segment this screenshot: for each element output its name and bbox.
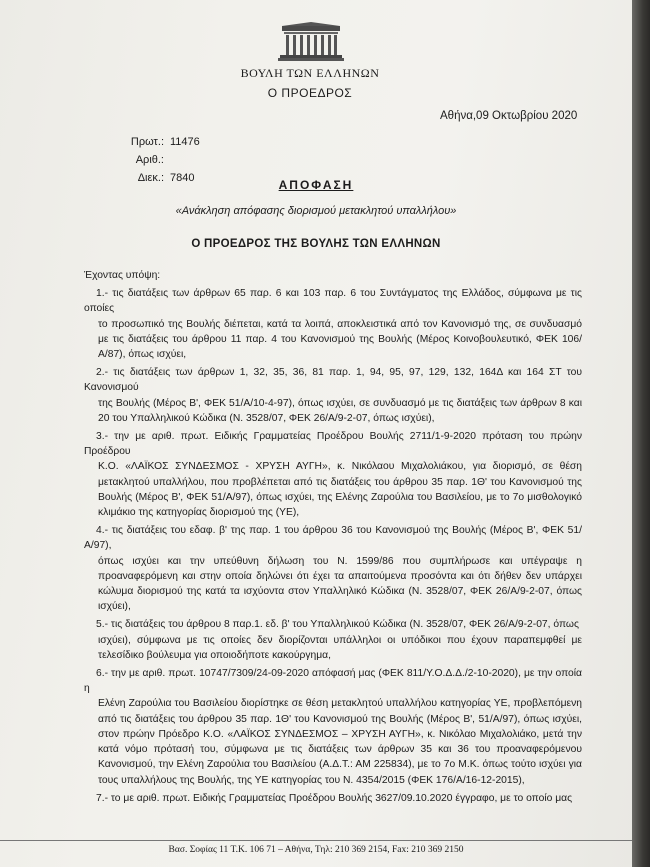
paragraph-4 xyxy=(84,523,582,614)
parliament-building-emblem xyxy=(276,22,346,62)
protocol-row xyxy=(98,133,200,151)
dispatch-label: Διεκ.: xyxy=(137,172,164,184)
paragraph-5 xyxy=(84,617,582,663)
paragraph-continuation: το προσωπικό της Βουλής διέπεται, κατά τα λοιπά, αποκλειστικά από τον Κανονισμό της, σε συνδυασμό με τις διατάξεις του άρθρου 11 παρ. 4 του Κανονισμού της Βουλής (Μέρος Κοινοβουλευτικό, ΦΕΚ 106/Α/87), όπως ισχύει, xyxy=(98,318,582,361)
protocol-value: 11476 xyxy=(170,136,200,148)
paragraph-first-line: 5.- τις διατάξεις του άρθρου 8 παρ.1. εδ. β' του Υπαλληλικού Κώδικα (Ν. 3528/07, ΦΕΚ 26/Α/9-2-07, όπως xyxy=(96,619,579,631)
paragraph-6 xyxy=(84,666,582,788)
paragraph-first-line: 6.- την με αριθ. πρωτ. 10747/7309/24-09-2020 απόφασή μας (ΦΕΚ 811/Υ.Ο.Δ.Δ./2-10-2020), με την οποία η xyxy=(84,668,582,695)
paragraph-2 xyxy=(84,365,582,426)
paragraph-first-line: 1.- τις διατάξεις των άρθρων 65 παρ. 6 και 103 παρ. 6 του Συντάγματος της Ελλάδος, σύμφωνα με τις οποίες xyxy=(84,288,582,315)
paragraph-continuation: Κ.Ο. «ΛΑΪΚΟΣ ΣΥΝΔΕΣΜΟΣ - ΧΡΥΣΗ ΑΥΓΗ», κ. Νικόλαου Μιχαλολιάκου, για διορισμό, σε θέση μετακλητού υπαλλήλου, που προβλέπεται από τις διατάξεις του άρθρου 35 παρ. 1Θ' του Κανονισμού της Βουλής (Μέρος Β', ΦΕΚ 51/Α/97), όπως ισχύει, της Ελένης Ζαρούλια του Βασιλείου, με το 7ο μισθολογικό κλιμάκιο της κατηγορίας διορισμού της (ΥΕ), xyxy=(98,461,582,519)
document-body xyxy=(84,268,582,809)
paragraph-first-line: 3.- την με αριθ. πρωτ. Ειδικής Γραμματείας Προέδρου Βουλής 2711/1-9-2020 πρόταση του πρώην Προέδρου xyxy=(84,431,582,458)
address-footer: Βασ. Σοφίας 11 Τ.Κ. 106 71 – Αθήνα, Τηλ: 210 369 2154, Fax: 210 369 2150 xyxy=(0,840,632,855)
president-title: Ο ΠΡΟΕΔΡΟΣ xyxy=(267,86,353,100)
page-edge-shadow xyxy=(632,0,650,867)
paragraph-continuation: Ελένη Ζαρούλια του Βασιλείου διορίστηκε σε θέση μετακλητού υπαλλήλου κατηγορίας ΥΕ, προβλεπόμενη από τις διατάξεις του άρθρου 35 παρ. 1Θ' του Κανονισμού της Βουλής (Μέρος Β', 51/Α/97), όπως ισχύει, στον πρώην Πρόεδρο Κ.Ο. «ΛΑΪΚΟΣ ΣΥΝΔΕΣΜΟΣ – ΧΡΥΣΗ ΑΥΓΗ», κ. Νικόλαο Μιχαλολιάκο, μετά την κατά νόμο πρότασή του, σύμφωνα με τις διατάξεις των άρθρων 35 και 36 του προαναφερόμενου Κανονισμού, την Ελένη Ζαρούλια του Βασιλείου (Α.Δ.Τ.: ΑΜ 225834), με το 7ο Μ.Κ. όπως τούτο ισχύει για τους υπαλλήλους της Βουλής, της ΥΕ κατηγορίας του Ν. 4354/2015 (ΦΕΚ 176/Α/16-12-2015), xyxy=(98,698,582,786)
paragraph-1 xyxy=(84,286,582,362)
number-row xyxy=(98,151,200,169)
intro-text: Έχοντας υπόψη: xyxy=(84,270,161,281)
paragraph-7 xyxy=(84,791,582,806)
document-title: ΑΠΟΦΑΣΗ xyxy=(278,178,354,192)
number-label: Αριθ.: xyxy=(135,154,164,166)
dispatch-value: 7840 xyxy=(170,172,195,184)
paragraph-3 xyxy=(84,429,582,520)
paragraph-continuation: ισχύει), σύμφωνα με τις οποίες δεν διορίζονται υπάλληλοι οι υπόδικοι που έχουν παραπεμφθεί με τελεσίδικο βούλευμα για οποιοδήποτε κακούργημα, xyxy=(98,634,582,661)
document-date: Αθήνα,09 Οκτωβρίου 2020 xyxy=(440,110,578,122)
paragraph-continuation: όπως ισχύει και την υπεύθυνη δήλωση του Ν. 1599/86 που συμπλήρωσε και υπέγραψε η προαναφερόμενη και στην οποία δηλώνει ότι έχει τα απαιτούμενα προσόντα και ότι δήθεν δεν υπάρχει κώλυμα διορισμού της κατά τα ισχύοντα στον Υπαλληλικό Κώδικα (Ν. 3528/07, ΦΕΚ 26/Α/9-2-07, όπως ισχύει), xyxy=(98,555,582,613)
paragraph-first-line: 7.- το με αριθ. πρωτ. Ειδικής Γραμματείας Προέδρου Βουλής 3627/09.10.2020 έγγραφο, με το οποίο μας xyxy=(96,792,573,804)
paragraph-first-line: 4.- τις διατάξεις του εδαφ. β' της παρ. 1 του άρθρου 36 του Κανονισμού της Βουλής (Μέρος Β', ΦΕΚ 51/Α/97), xyxy=(84,525,582,552)
paragraph-continuation: της Βουλής (Μέρος Β', ΦΕΚ 51/Α/10-4-97), όπως ισχύει, σε συνδυασμό με τις διατάξεις των άρθρων 8 και 20 του Υπαλληλικού Κώδικα (Ν. 3528/07, ΦΕΚ 26/Α/9-2-07, όπως ισχύει), xyxy=(98,397,582,424)
paragraph-first-line: 2.- τις διατάξεις των άρθρων 1, 32, 35, 36, 81 παρ. 1, 94, 95, 97, 129, 132, 164Δ και 164 ΣΤ του Κανονισμού xyxy=(84,367,582,394)
document-subject: «Ανάκληση απόφασης διορισμού μετακλητού υπαλλήλου» xyxy=(175,205,457,217)
protocol-label: Πρωτ.: xyxy=(130,136,164,148)
issuer-heading: Ο ΠΡΟΕΔΡΟΣ ΤΗΣ ΒΟΥΛΗΣ ΤΩΝ ΕΛΛΗΝΩΝ xyxy=(191,238,441,250)
institution-name: ΒΟΥΛΗ ΤΩΝ ΕΛΛΗΝΩΝ xyxy=(240,66,380,80)
